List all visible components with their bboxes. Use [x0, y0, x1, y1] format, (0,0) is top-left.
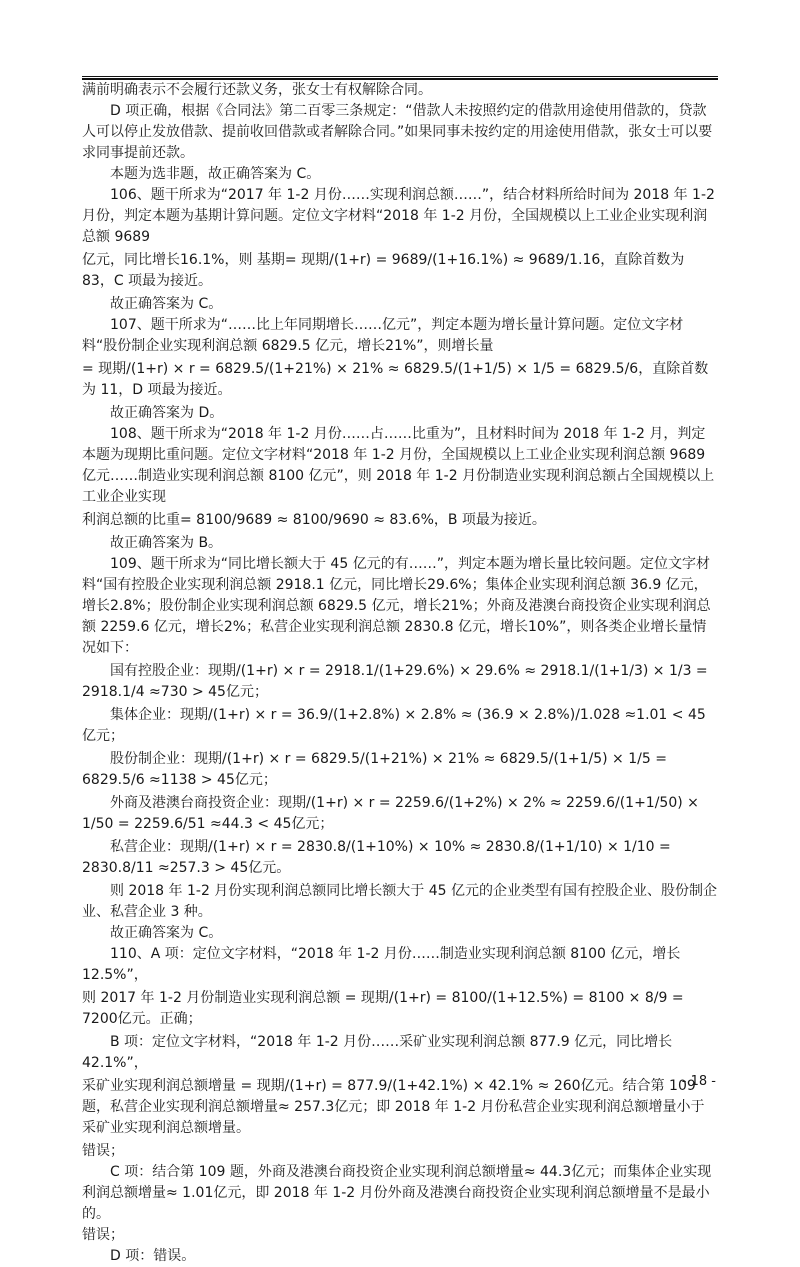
page-body — [82, 80, 718, 1267]
paragraph: 本题为选非题，故正确答案为 C。 — [110, 166, 321, 182]
answer-107: 故正确答案为 D。 — [110, 405, 224, 421]
question-109-line: 国有控股企业：现期/(1+r) × r = 2918.1/(1+29.6%) × 29.6% ≈ 2918.1/(1+1/3) × 1/3 = 2918.1/4 ≈730 > 45亿元； — [82, 663, 708, 700]
question-110-c-verdict: 错误； — [82, 1227, 124, 1243]
page-number: - 18 - — [681, 1074, 716, 1089]
question-109-line: 私营企业：现期/(1+r) × r = 2830.8/(1+10%) × 10% ≈ 2830.8/(1+1/10) × 1/10 = 2830.8/11 ≈257.3 > 45亿元。 — [82, 839, 671, 876]
question-109-line: 外商及港澳台商投资企业：现期/(1+r) × r = 2259.6/(1+2%) × 2% ≈ 2259.6/(1+1/50) × 1/50 = 2259.6/51 ≈44.3 < 45亿元； — [82, 795, 699, 832]
question-110-a-formula: 则 2017 年 1-2 月份制造业实现利润总额 = 现期/(1+r) = 8100/(1+12.5%) = 8100 × 8/9 = 7200亿元。正确； — [82, 990, 684, 1027]
question-106-formula: 亿元，同比增长16.1%，则 基期= 现期/(1+r) = 9689/(1+16.1%) ≈ 9689/1.16，直除首数为 83，C 项最为接近。 — [82, 252, 685, 289]
question-110-c: C 项：结合第 109 题，外商及港澳台商投资企业实现利润总额增量≈ 44.3亿元；而集体企业实现利润总额增量≈ 1.01亿元，即 2018 年 1-2 月份外商及港澳台商投资企业实现利润总额增量不是最小的。 — [82, 1164, 712, 1222]
question-107-formula: = 现期/(1+r) × r = 6829.5/(1+21%) × 21% ≈ 6829.5/(1+1/5) × 1/5 = 6829.5/6，直除首数为 11，D 项最为接近。 — [82, 361, 709, 398]
question-109-line: 集体企业：现期/(1+r) × r = 36.9/(1+2.8%) × 2.8% ≈ (36.9 × 2.8%)/1.028 ≈1.01 < 45亿元； — [82, 707, 706, 744]
question-109-line: 股份制企业：现期/(1+r) × r = 6829.5/(1+21%) × 21% ≈ 6829.5/(1+1/5) × 1/5 = 6829.5/6 ≈1138 > 45亿元； — [82, 751, 667, 788]
question-110-d: D 项：错误。 — [110, 1248, 196, 1264]
question-109-conclusion: 则 2018 年 1-2 月份实现利润总额同比增长额大于 45 亿元的企业类型有国有控股企业、股份制企业、私营企业 3 种。 — [82, 883, 718, 920]
paragraph: 满前明确表示不会履行还款义务，张女士有权解除合同。 — [82, 82, 432, 98]
paragraph: D 项正确，根据《合同法》第二百零三条规定：“借款人未按照约定的借款用途使用借款的，贷款人可以停止发放借款、提前收回借款或者解除合同。”如果同事未按约定的用途使用借款，张女士可以要求同事提前还款。 — [82, 103, 713, 161]
question-110-b-verdict: 错误； — [82, 1143, 124, 1159]
question-110-a: 110、A 项：定位文字材料，“2018 年 1-2 月份……制造业实现利润总额 8100 亿元，增长12.5%”， — [82, 946, 681, 983]
question-107: 107、题干所求为“……比上年同期增长……亿元”，判定本题为增长量计算问题。定位文字材料“股份制企业实现利润总额 6829.5 亿元，增长21%”，则增长量 — [82, 317, 684, 354]
answer-106: 故正确答案为 C。 — [110, 296, 223, 312]
header-rule — [82, 76, 718, 77]
answer-109: 故正确答案为 C。 — [110, 925, 223, 941]
question-110-b: B 项：定位文字材料，“2018 年 1-2 月份……采矿业实现利润总额 877.9 亿元，同比增长42.1%”， — [82, 1034, 673, 1071]
question-109: 109、题干所求为“同比增长额大于 45 亿元的有……”，判定本题为增长量比较问题。定位文字材料“国有控股企业实现利润总额 2918.1 亿元，同比增长29.6%；集体企业实现利润总额 36.9 亿元，增长2.8%；股份制企业实现利润总额 6829.5 亿元，增长21%；外商及港澳台商投资企业实现利润总额 2259.6 亿元，增长2%；私营企业实现利润总额 2830.8 亿元，增长10%”，则各类企业增长量情况如下： — [82, 556, 711, 656]
question-106: 106、题干所求为“2017 年 1-2 月份……实现利润总额……”，结合材料所给时间为 2018 年 1-2 月份，判定本题为基期计算问题。定位文字材料“2018 年 1-2 月份，全国规模以上工业企业实现利润总额 9689 — [82, 187, 715, 245]
question-108: 108、题干所求为“2018 年 1-2 月份……占……比重为”，且材料时间为 2018 年 1-2 月，判定本题为现期比重问题。定位文字材料“2018 年 1-2 月份，全国规模以上工业企业实现利润总额 9689 亿元……制造业实现利润总额 8100 亿元”，则 2018 年 1-2 月份制造业实现利润总额占全国规模以上工业企业实现 — [82, 426, 715, 505]
question-110-b-formula: 采矿业实现利润总额增量 = 现期/(1+r) = 877.9/(1+42.1%) × 42.1% ≈ 260亿元。结合第 109 题，私营企业实现利润总额增量≈ 257.3亿元；即 2018 年 1-2 月份私营企业实现利润总额增量小于采矿业实现利润总额增量。 — [82, 1078, 705, 1136]
question-108-formula: 利润总额的比重= 8100/9689 ≈ 8100/9690 ≈ 83.6%，B 项最为接近。 — [82, 512, 546, 528]
answer-108: 故正确答案为 B。 — [110, 535, 223, 551]
